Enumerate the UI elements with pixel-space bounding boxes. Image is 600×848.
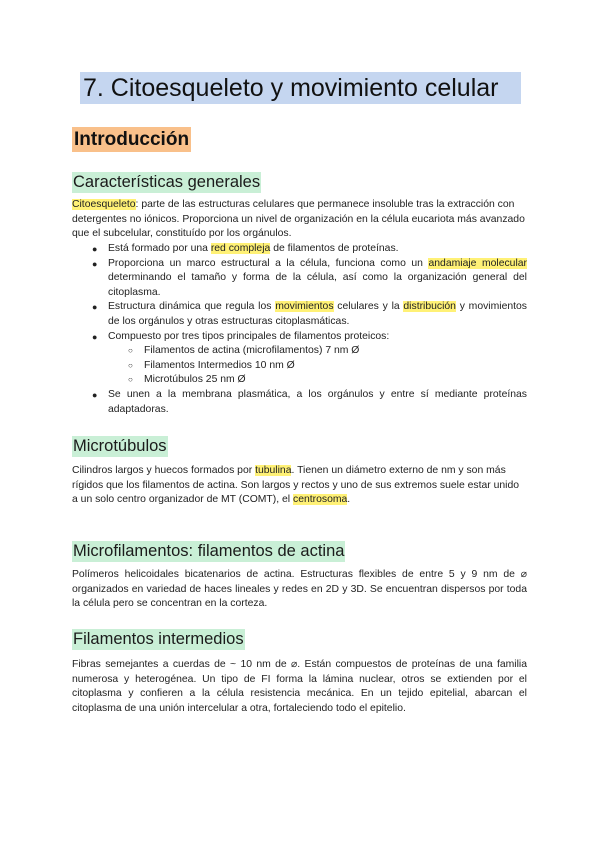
- sublist-item: ○ Filamentos Intermedios 10 nm Ø: [108, 359, 527, 374]
- circle-bullet-icon: ○: [128, 346, 133, 356]
- circle-bullet-icon: ○: [128, 375, 133, 385]
- list-item: ● Está formado por una red compleja de filamentos de proteínas.: [88, 242, 527, 257]
- microfilamentos-heading: Microfilamentos: filamentos de actina: [73, 542, 345, 560]
- highlight-term: andamiaje molecular: [428, 257, 528, 269]
- bullet-icon: ●: [92, 302, 98, 313]
- intermedios-paragraph: Fibras semejantes a cuerdas de ~ 10 nm de ⌀. Están compuestos de proteínas de una familia numerosa y heterogénea. Un tipo de FI forma la lámina nuclear, otros se extienden por el citoplasma y confieren a la célula resistencia mecánica. En un tejido epitelial, abarcan el citoplasma de una unión intercelular a otra, fortaleciendo todo el epitelio.: [72, 659, 527, 714]
- highlight-term: centrosoma: [293, 494, 348, 506]
- microfilamentos-paragraph: Polímeros helicoidales bicatenarios de actina. Estructuras flexibles de entre 5 y 9 nm de ⌀ organizados en variedad de haces lineales y redes en 2D y 3D. Se encuentran dispersos por toda la célula pero se concentran en la corteza.: [72, 569, 527, 610]
- highlight-term: Citoesqueleto: [72, 199, 136, 210]
- bullet-icon: ●: [92, 258, 98, 269]
- caracteristicas-paragraph: Citoesqueleto: parte de las estructuras celulares que permanece insoluble tras la extracción con detergentes no iónicos. Proporciona un nivel de organización en la célula eucariota más avanzado que el subcelular, constituído por los orgánulos.: [72, 199, 525, 240]
- intro-heading: Introducción: [74, 129, 190, 150]
- bullet-icon: ●: [92, 244, 98, 254]
- highlight-term: red compleja: [210, 243, 271, 254]
- sublist-item: ○ Microtúbulos 25 nm Ø: [108, 373, 527, 388]
- highlight-term: distribución: [403, 301, 456, 313]
- caracteristicas-heading: Características generales: [73, 173, 261, 191]
- highlight-term: tubulina: [255, 465, 292, 476]
- caracteristicas-list: [88, 242, 527, 417]
- page-title: 7. Citoesqueleto y movimiento celular: [80, 72, 521, 104]
- circle-bullet-icon: ○: [128, 360, 133, 370]
- sublist: [108, 344, 527, 388]
- bullet-icon: ●: [92, 389, 98, 400]
- list-item: ● Se unen a la membrana plasmática, a los orgánulos y entre sí mediante proteínas adaptadoras.: [92, 388, 527, 415]
- list-item: ● Proporciona un marco estructural a la célula, funciona como un andamiaje molecular determinando el tamaño y forma de la célula, así como la organización general del citoplasma.: [92, 257, 528, 298]
- microtubulos-paragraph: Cilindros largos y huecos formados por tubulina. Tienen un diámetro externo de nm y son más rígidos que los filamentos de actina. Son largos y rectos y uno de sus extremos suele estar unido a un solo centro organizador de MT (COMT), el centrosoma.: [72, 465, 520, 506]
- highlight-term: movimientos: [275, 301, 334, 313]
- microtubulos-heading: Microtúbulos: [73, 437, 167, 455]
- bullet-icon: ●: [92, 331, 98, 342]
- sublist-item: ○ Filamentos de actina (microfilamentos) 7 nm Ø: [108, 344, 527, 359]
- list-item: ● Compuesto por tres tipos principales de filamentos proteicos: ○ Filamentos de actina (microfilamentos) 7 nm Ø ○ Filamentos Intermedios 10 nm Ø ○ Microtúbulos 25 nm Ø: [88, 330, 527, 388]
- list-item: ● Estructura dinámica que regula los movimientos celulares y la distribución y movimientos de los orgánulos y otras estructuras citoplasmáticas.: [92, 301, 527, 327]
- intermedios-heading: Filamentos intermedios: [73, 630, 244, 648]
